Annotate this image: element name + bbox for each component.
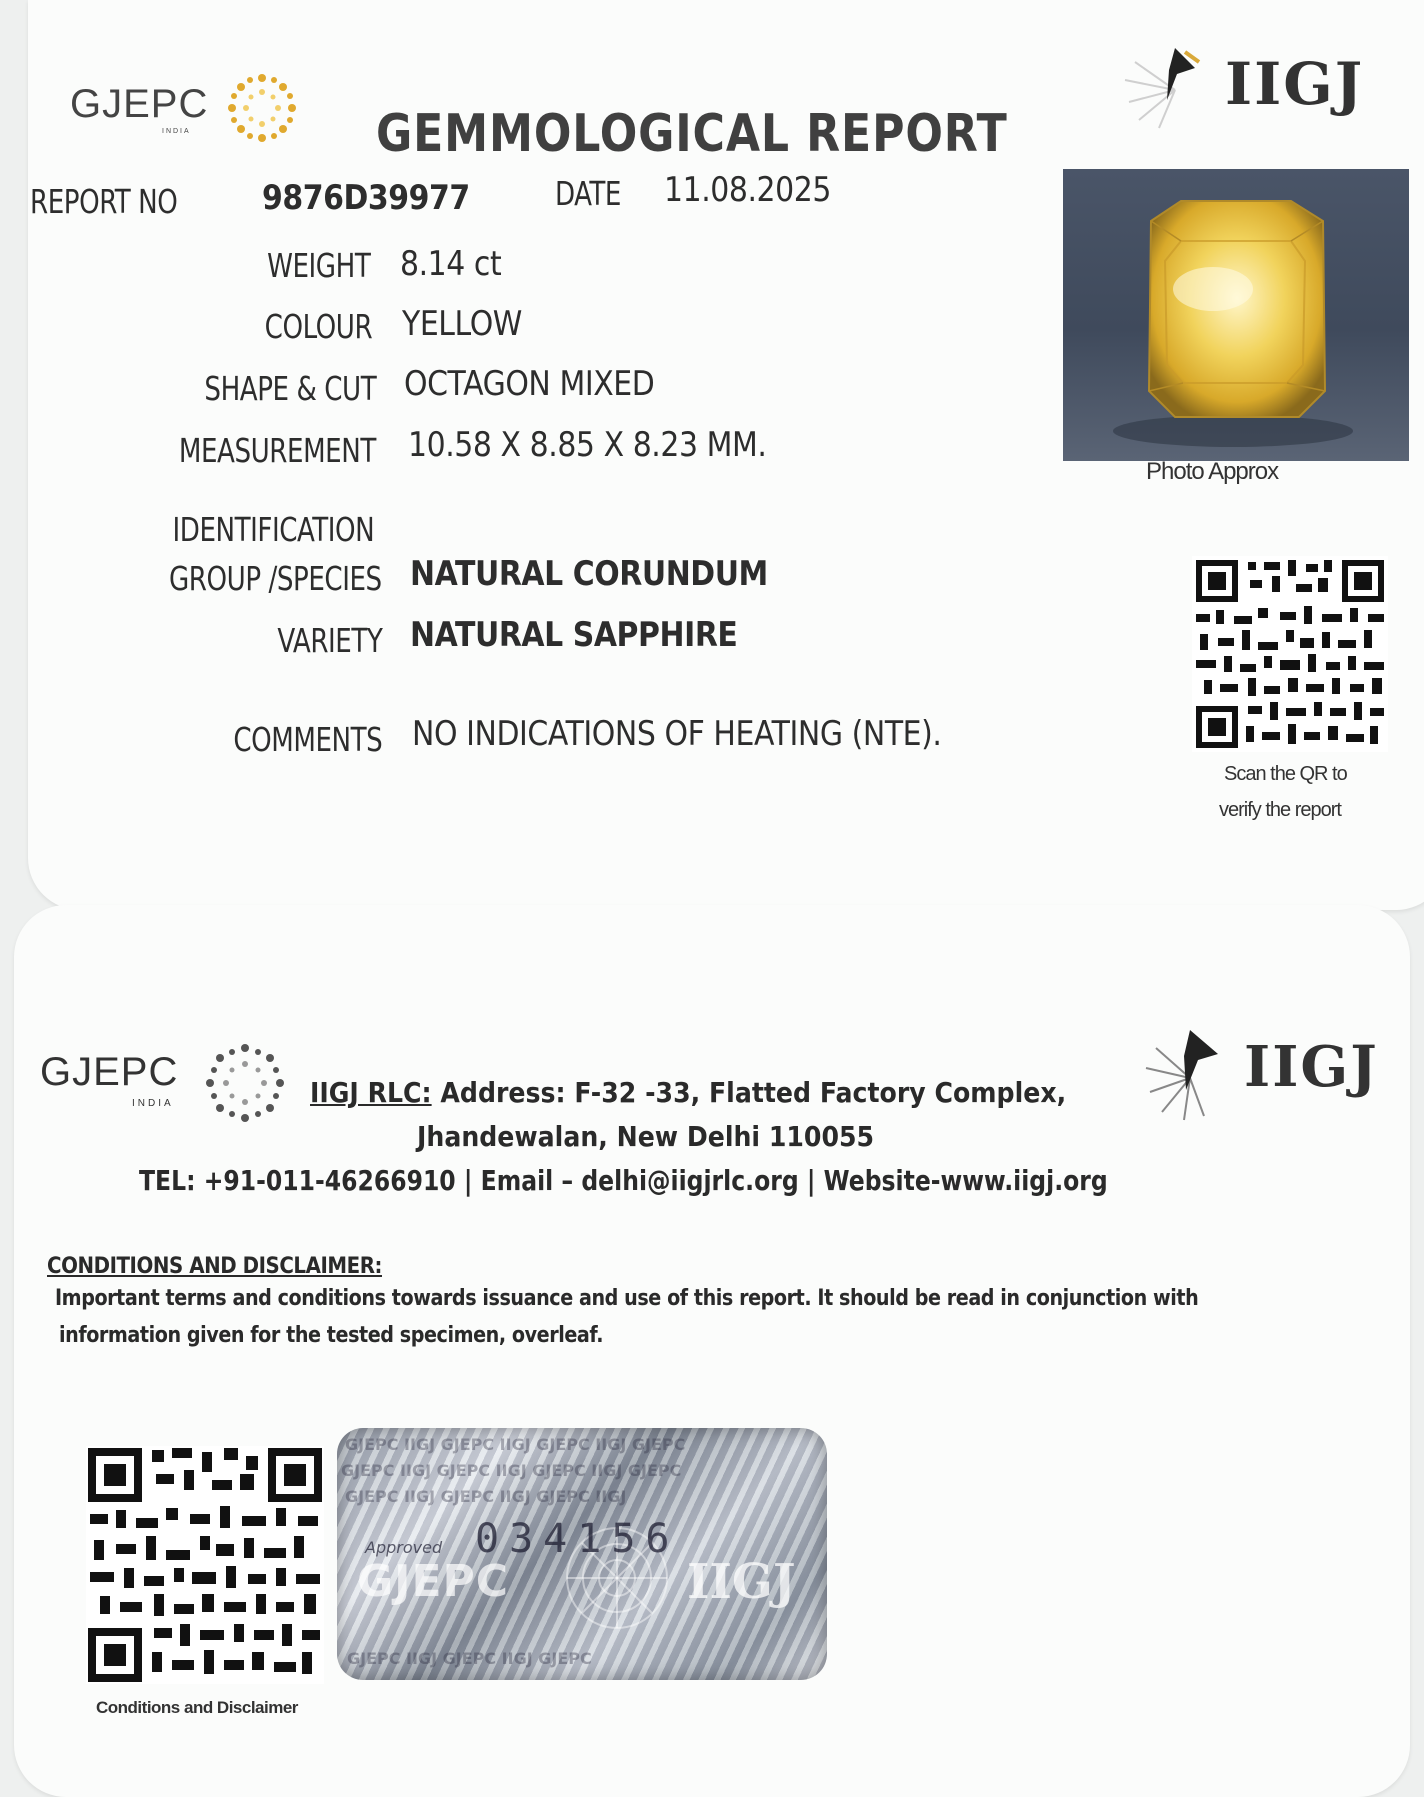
svg-text:GJEPC IIGJ GJEPC IIGJ GJEPC: GJEPC IIGJ GJEPC IIGJ GJEPC <box>347 1649 592 1668</box>
gjepc-logo <box>70 78 310 158</box>
variety-value: NATURAL SAPPHIRE <box>410 615 738 655</box>
conditions-qr-code[interactable] <box>86 1446 324 1684</box>
contact-line: TEL: +91-011-46266910 | Email – delhi@iigjrlc.org | Website-www.iigj.org <box>139 1164 1108 1197</box>
hologram-serial: 034156 <box>475 1516 680 1562</box>
photo-caption: Photo Approx <box>1146 458 1279 485</box>
iigj-logo-back <box>1140 1018 1400 1128</box>
gjepc-logo-back-subtext: INDIA <box>132 1098 174 1109</box>
iigj-star-icon <box>1115 40 1225 130</box>
gjepc-sunburst-icon <box>222 68 302 148</box>
address-block <box>310 1076 1066 1109</box>
conditions-line1: Important terms and conditions towards issuance and use of this report. It should be read in conjunction with <box>55 1286 1199 1311</box>
measurement-label: MEASUREMENT <box>179 431 376 470</box>
report-title: GEMMOLOGICAL REPORT <box>376 104 1008 164</box>
hologram-brand2: IIGJ <box>687 1554 796 1610</box>
report-no-label: REPORT NO <box>30 182 178 221</box>
comments-value: NO INDICATIONS OF HEATING (NTE). <box>412 714 942 754</box>
gjepc-logo-text: GJEPC <box>70 82 209 126</box>
svg-text:GJEPC IIGJ GJEPC IIGJ GJEPC II: GJEPC IIGJ GJEPC IIGJ GJEPC IIGJ <box>345 1487 627 1506</box>
date-value: 11.08.2025 <box>664 170 831 210</box>
colour-value: YELLOW <box>402 304 522 344</box>
verify-qr-code[interactable] <box>1192 556 1388 752</box>
gemstone-photo <box>1063 169 1409 461</box>
qr-caption-line2: verify the report <box>1219 799 1341 821</box>
address-label: IIGJ RLC: <box>310 1076 432 1109</box>
hologram-approved: Approved <box>365 1538 443 1557</box>
gjepc-logo-back-text: GJEPC <box>40 1050 179 1094</box>
report-no-value: 9876D39977 <box>262 178 470 218</box>
conditions-line2: information given for the tested specimen, overleaf. <box>59 1323 604 1348</box>
weight-label: WEIGHT <box>266 246 370 285</box>
shape-cut-label: SHAPE & CUT <box>204 369 376 408</box>
yellow-sapphire-image <box>1063 169 1409 461</box>
weight-value: 8.14 ct <box>400 244 502 284</box>
identification-label: IDENTIFICATION <box>172 510 374 549</box>
measurement-value: 10.58 X 8.85 X 8.23 MM. <box>408 425 767 465</box>
gjepc-sunburst-back-icon <box>200 1038 290 1128</box>
qr-caption-line1: Scan the QR to <box>1224 763 1347 785</box>
svg-text:GJEPC IIGJ GJEPC IIGJ GJEPC II: GJEPC IIGJ GJEPC IIGJ GJEPC IIGJ GJEPC <box>345 1435 686 1454</box>
address-line1: Address: F-32 -33, Flatted Factory Complex, <box>431 1076 1067 1109</box>
iigj-logo-back-text: IIGJ <box>1244 1034 1379 1100</box>
iigj-logo <box>1115 30 1365 140</box>
gjepc-logo-back <box>40 1042 300 1122</box>
conditions-qr-caption: Conditions and Disclaimer <box>96 1698 298 1717</box>
shape-cut-value: OCTAGON MIXED <box>404 364 655 404</box>
group-species-value: NATURAL CORUNDUM <box>410 554 768 594</box>
gjepc-logo-subtext: INDIA <box>162 128 191 135</box>
colour-label: COLOUR <box>264 307 372 346</box>
group-species-label: GROUP /SPECIES <box>169 559 382 598</box>
comments-label: COMMENTS <box>233 720 382 759</box>
conditions-heading: CONDITIONS AND DISCLAIMER: <box>47 1254 382 1279</box>
date-label: DATE <box>555 174 621 213</box>
security-hologram <box>337 1428 827 1680</box>
variety-label: VARIETY <box>276 621 382 660</box>
iigj-star-back-icon <box>1140 1024 1240 1124</box>
hologram-brand: GJEPC <box>357 1556 510 1607</box>
address-line2: Jhandewalan, New Delhi 110055 <box>417 1120 875 1153</box>
svg-text:GJEPC IIGJ GJEPC IIGJ GJEPC II: GJEPC IIGJ GJEPC IIGJ GJEPC IIGJ GJEPC <box>341 1461 682 1480</box>
iigj-logo-text: IIGJ <box>1225 50 1365 118</box>
